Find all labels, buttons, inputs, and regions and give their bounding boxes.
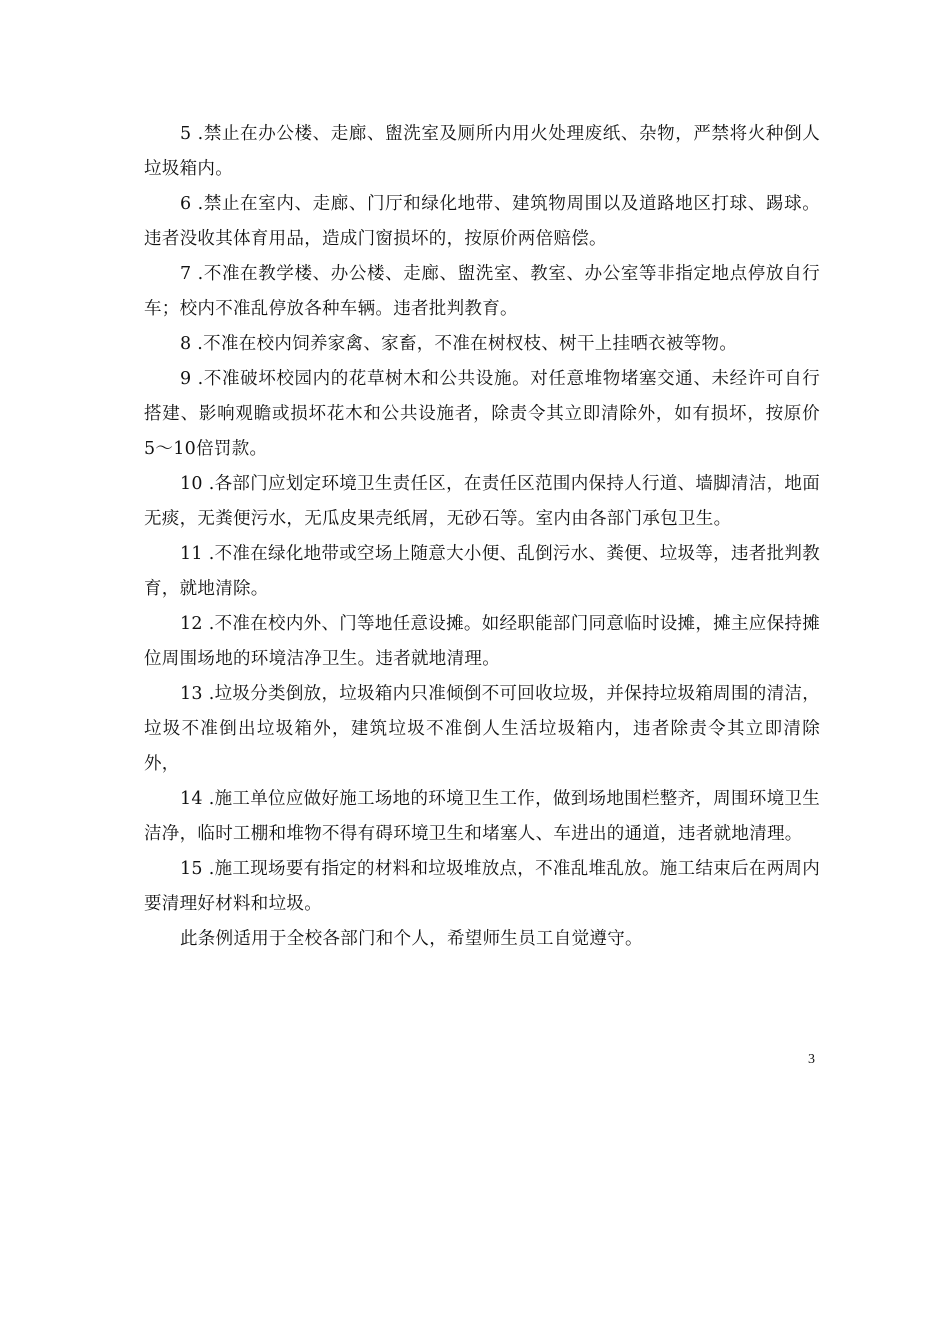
paragraph-closing: 此条例适用于全校各部门和个人，希望师生员工自觉遵守。 bbox=[180, 929, 643, 949]
paragraph-rule-8: 8 .不准在校内饲养家禽、家畜，不准在树杈枝、树干上挂晒衣被等物。 bbox=[180, 334, 738, 354]
page-number: 3 bbox=[808, 1052, 815, 1067]
paragraph-rule-5: 5 .禁止在办公楼、走廊、盥洗室及厕所内用火处理废纸、杂物，严禁将火种倒人垃圾箱内。 bbox=[144, 124, 820, 179]
paragraph-rule-12: 12 .不准在校内外、门等地任意设摊。如经职能部门同意临时设摊，摊主应保持摊位周围场地的环境洁净卫生。违者就地清理。 bbox=[144, 614, 820, 669]
paragraph-rule-15: 15 .施工现场要有指定的材料和垃圾堆放点，不准乱堆乱放。施工结束后在两周内要清理好材料和垃圾。 bbox=[144, 859, 820, 914]
paragraph-rule-10: 10 .各部门应划定环境卫生责任区，在责任区范围内保持人行道、墙脚清洁，地面无痰，无粪便污水，无瓜皮果壳纸屑，无砂石等。室内由各部门承包卫生。 bbox=[144, 474, 820, 529]
paragraph-rule-7: 7 .不准在教学楼、办公楼、走廊、盥洗室、教室、办公室等非指定地点停放自行车；校内不准乱停放各种车辆。违者批判教育。 bbox=[144, 264, 820, 319]
paragraph-rule-11: 11 .不准在绿化地带或空场上随意大小便、乱倒污水、粪便、垃圾等，违者批判教育，就地清除。 bbox=[144, 544, 820, 599]
paragraph-rule-14: 14 .施工单位应做好施工场地的环境卫生工作，做到场地围栏整齐，周围环境卫生洁净，临时工棚和堆物不得有碍环境卫生和堵塞人、车进出的通道，违者就地清理。 bbox=[144, 789, 820, 844]
paragraph-rule-13: 13 .垃圾分类倒放，垃圾箱内只准倾倒不可回收垃圾，并保持垃圾箱周围的清洁，垃圾不准倒出垃圾箱外，建筑垃圾不准倒人生活垃圾箱内，违者除责令其立即清除外， bbox=[144, 684, 820, 774]
paragraph-rule-6: 6 .禁止在室内、走廊、门厅和绿化地带、建筑物周围以及道路地区打球、踢球。违者没收其体育用品，造成门窗损坏的，按原价两倍赔偿。 bbox=[144, 194, 820, 249]
document-body bbox=[144, 117, 820, 957]
paragraph-rule-9: 9 .不准破坏校园内的花草树木和公共设施。对任意堆物堵塞交通、未经许可自行搭建、影响观瞻或损坏花木和公共设施者，除责令其立即清除外，如有损坏，按原价5〜10倍罚款。 bbox=[144, 369, 820, 459]
